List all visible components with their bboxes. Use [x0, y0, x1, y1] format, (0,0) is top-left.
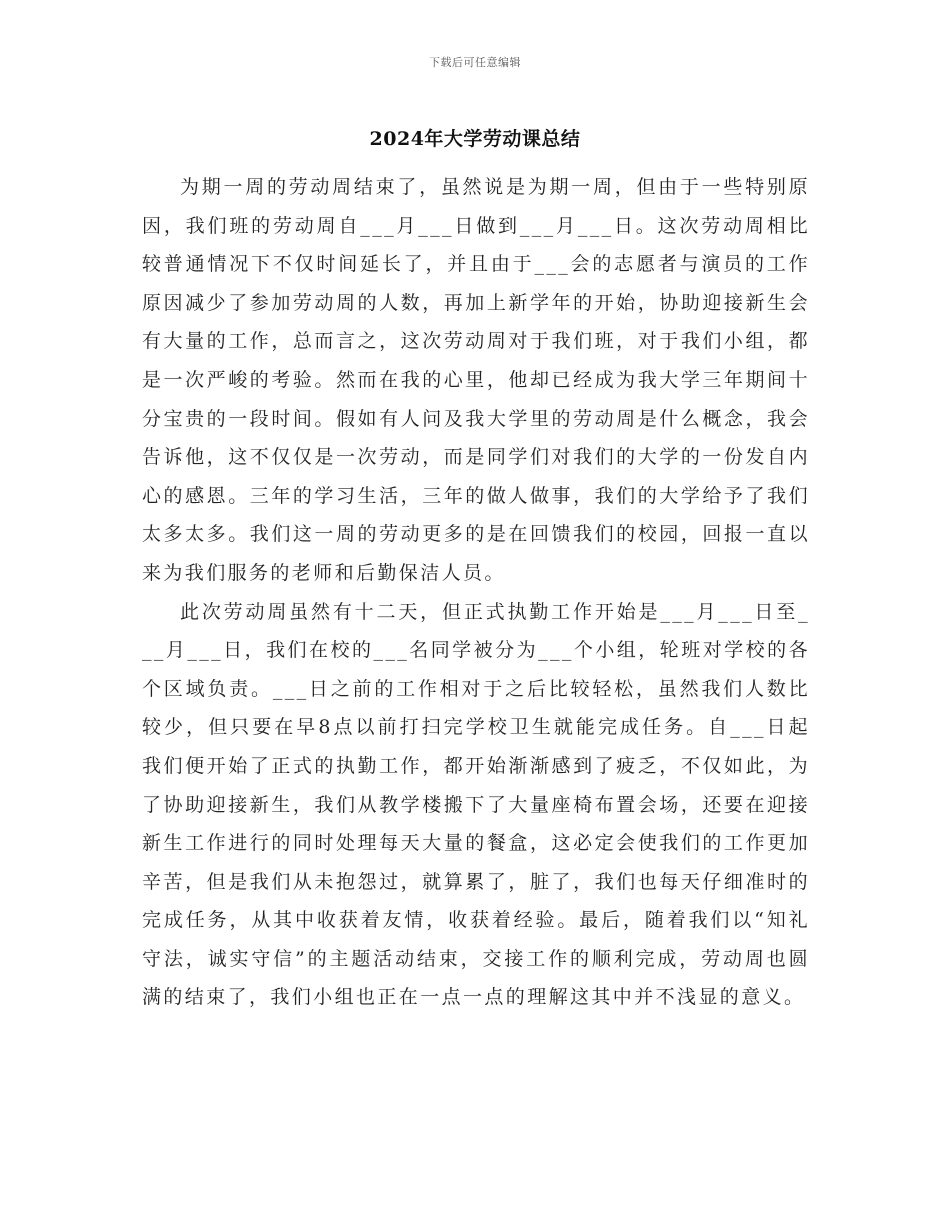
paragraph-2: 此次劳动周虽然有十二天，但正式执勤工作开始是___月___日至___月___日，我们在校的___名同学被分为___个小组，轮班对学校的各个区域负责。___日之前的工作相对于之后比较轻松，虽然我们人数比较少，但只要在早8点以前打扫完学校卫生就能完成任务。自___日起我们便开始了正式的执勤工作，都开始渐渐感到了疲乏，不仅如此，为了协助迎接新生，我们从教学楼搬下了大量座椅布置会场，还要在迎接新生工作进行的同时处理每天大量的餐盒，这必定会使我们的工作更加辛苦，但是我们从未抱怨过，就算累了，脏了，我们也每天仔细准时的完成任务，从其中收获着友情，收获着经验。最后，随着我们以“知礼守法，诚实守信”的主题活动结束，交接工作的顺利完成，劳动周也圆满的结束了，我们小组也正在一点一点的理解这其中并不浅显的意义。: [142, 600, 810, 1009]
document-title: 2024年大学劳动课总结: [369, 128, 581, 150]
page-header-note: 下载后可任意编辑: [429, 56, 521, 69]
document-body: [142, 168, 810, 1017]
paragraph-1: 为期一周的劳动周结束了，虽然说是为期一周，但由于一些特别原因，我们班的劳动周自___月___日做到___月___日。这次劳动周相比较普通情况下不仅时间延长了，并且由于___会的志愿者与演员的工作原因减少了参加劳动周的人数，再加上新学年的开始，协助迎接新生会有大量的工作，总而言之，这次劳动周对于我们班，对于我们小组，都是一次严峻的考验。然而在我的心里，他却已经成为我大学三年期间十分宝贵的一段时间。假如有人问及我大学里的劳动周是什么概念，我会告诉他，这不仅仅是一次劳动，而是同学们对我们的大学的一份发自内心的感恩。三年的学习生活，三年的做人做事，我们的大学给予了我们太多太多。我们这一周的劳动更多的是在回馈我们的校园，回报一直以来为我们服务的老师和后勤保洁人员。: [142, 176, 810, 584]
